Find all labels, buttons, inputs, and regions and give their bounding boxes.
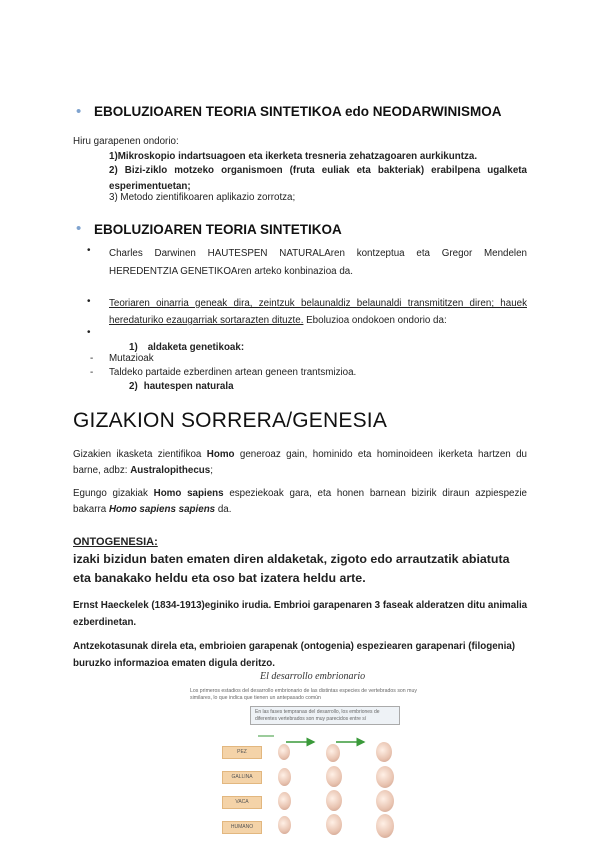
figure-callout-box: En las fases tempranas del desarrollo, los embriones de diferentes vertebrados son muy parecidos entre sí <box>250 706 400 725</box>
p2-text-c: espeziekoak gara, eta honen barnean bizirik diraun azpiespezie bakarra <box>73 488 527 515</box>
embryo-icon <box>376 790 394 812</box>
p1-text-c: generoaz gain, hominido eta hominoideen ikerketa hartzen du barne, adbz: <box>73 449 527 476</box>
embryo-icon <box>278 768 291 786</box>
num-item-1-label: 1) <box>129 342 138 353</box>
haeckel-paragraph: Ernst Haeckelek (1834-1913)eginiko irudia. Embrioi garapenaren 3 faseak alderatzen ditu animalia ezberdinetan. <box>73 600 528 628</box>
stage-label-chicken: GALLINA <box>222 771 262 784</box>
embryo-icon <box>326 766 342 787</box>
section1-item-3: 3) Metodo zientifikoaren aplikazio zorrotza; <box>109 192 296 203</box>
num-item-2 <box>129 379 234 395</box>
bullet-icon: • <box>76 103 82 120</box>
genes-basis-text: Teoriaren oinarria geneak dira, zeintzuk belaunaldiz belaunaldi transmititzen diren; hauek heredaturiko ezaugarriak sortarazten dituzte. <box>109 298 527 326</box>
num-item-2-label: 2) <box>129 381 138 392</box>
dash-item-1: Mutazioak <box>109 353 154 364</box>
p1-text-b: Homo <box>206 449 235 460</box>
embryo-figure <box>186 670 426 848</box>
ontogenesis-heading: ONTOGENESIA: <box>73 536 158 548</box>
section1-item-2: 2) Bizi-ziklo motzeko organismoen (fruta euliak eta bakteriak) erabilpena ugalketa esperimentuetan; <box>109 165 527 192</box>
stage-label-human: HUMANO <box>222 821 262 834</box>
stage-label-fish: PEZ <box>222 746 262 759</box>
similarity-paragraph: Antzekotasunak direla eta, embrioien garapenak (ontogenia) espeziearen garapenari (filogenia) buruzko informazioa ematen digula deritzo. <box>73 641 516 669</box>
embryo-icon <box>278 792 291 810</box>
embryo-icon <box>376 814 394 838</box>
embryo-icon <box>326 790 342 811</box>
bullet-icon: • <box>87 296 91 307</box>
p2-text-d: Homo sapiens sapiens <box>108 504 216 515</box>
dash-icon: - <box>90 367 94 378</box>
page-title: GIZAKION SORRERA/GENESIA <box>73 409 388 432</box>
p2-text-a: Egungo gizakiak <box>73 488 154 499</box>
dash-icon: - <box>90 353 94 364</box>
bullet-icon: • <box>87 327 91 338</box>
embryo-icon <box>278 744 290 760</box>
embryo-icon <box>376 766 394 788</box>
section1-intro: Hiru garapenen ondorio: <box>73 136 179 147</box>
paragraph-sapiens <box>73 486 527 518</box>
section1-item-1: 1)Mikroskopio indartsuagoen eta ikerketa tresneria zehatzagoaren aurkikuntza. <box>109 151 478 162</box>
section2-bullet-1: Charles Darwinen HAUTESPEN NATURALAren kontzeptua eta Gregor Mendelen HEREDENTZIA GENETIKOAren arteko konbinazioa da. <box>109 248 527 277</box>
ontogenesis-definition: izaki bizidun baten ematen diren aldaketak, zigoto edo arrautzatik abiatuta eta banakako heldu eta oso bat izatera heldu arte. <box>73 552 510 585</box>
bullet-icon: • <box>87 245 91 256</box>
p2-text-e: da. <box>215 504 232 515</box>
embryo-icon <box>326 744 340 762</box>
figure-note: Los primeros estadios del desarrollo embrionario de las distintas especies de vertebrados son muy similares, lo que indica que tienen un antepasado común <box>190 688 417 701</box>
figure-title: El desarrollo embrionario <box>260 671 366 682</box>
embryo-icon <box>278 816 291 834</box>
p1-text-e: ; <box>210 465 213 476</box>
p1-text-d: Australopithecus <box>130 465 211 476</box>
num-item-1-text: aldaketa genetikoak: <box>147 342 245 353</box>
dash-item-2: Taldeko partaide ezberdinen artean geneen trantsmizioa. <box>109 367 357 378</box>
num-item-2-text: hautespen naturala <box>143 381 234 392</box>
section1-heading: EBOLUZIOAREN TEORIA SINTETIKOA edo NEODARWINISMOA <box>94 104 502 119</box>
stage-label-cow: VACA <box>222 796 262 809</box>
bullet-icon: • <box>76 220 82 237</box>
p1-text-a: Gizakien ikasketa zientifikoa <box>73 449 207 460</box>
embryo-icon <box>376 742 392 762</box>
evolution-causes-text: Eboluzioa ondokoen ondorio da: <box>303 315 447 326</box>
section2-heading: EBOLUZIOAREN TEORIA SINTETIKOA <box>94 222 342 237</box>
p2-text-b: Homo sapiens <box>153 488 224 499</box>
section2-bullet-2 <box>109 295 527 329</box>
paragraph-homo <box>73 447 527 479</box>
embryo-icon <box>326 814 342 835</box>
